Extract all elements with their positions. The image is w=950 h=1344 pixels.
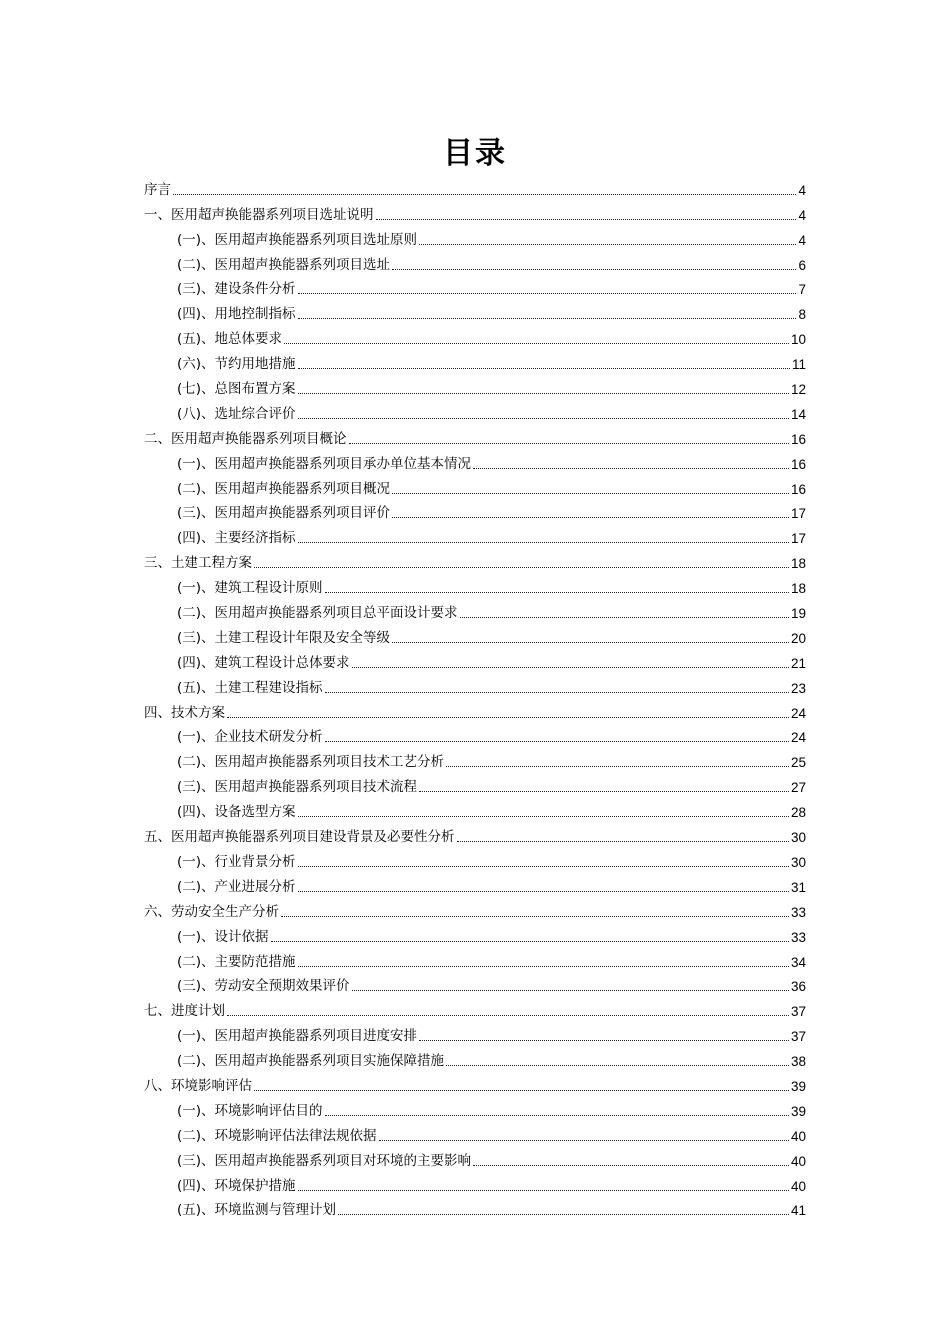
- page-title: 目录: [443, 136, 507, 171]
- toc-dot-leader: [338, 1213, 789, 1215]
- toc-page-number: 18: [790, 581, 806, 597]
- toc-chapter-entry[interactable]: [144, 821, 806, 846]
- toc-dot-leader: [325, 740, 789, 742]
- toc-entry-title: (二)、产业进展分析: [177, 878, 296, 895]
- toc-chapter-entry[interactable]: [144, 547, 806, 572]
- toc-section-entry[interactable]: [144, 323, 806, 348]
- toc-page-number: 41: [790, 1203, 806, 1219]
- toc-dot-leader: [298, 865, 789, 867]
- toc-section-entry[interactable]: [144, 846, 806, 871]
- toc-dot-leader: [352, 989, 789, 991]
- toc-entry-title: (一)、建筑工程设计原则: [177, 580, 323, 597]
- toc-entry-title: (二)、主要防范措施: [177, 953, 296, 970]
- toc-entry-title: (三)、土建工程设计年限及安全等级: [177, 629, 391, 646]
- table-of-contents: [144, 174, 806, 1219]
- toc-dot-leader: [419, 1039, 789, 1041]
- toc-dot-leader: [392, 492, 789, 494]
- toc-section-entry[interactable]: [144, 398, 806, 423]
- toc-section-entry[interactable]: [144, 771, 806, 796]
- toc-page-number: 27: [790, 780, 806, 796]
- toc-entry-title: (二)、医用超声换能器系列项目概况: [177, 480, 391, 497]
- toc-entry-title: (一)、行业背景分析: [177, 853, 296, 870]
- toc-section-entry[interactable]: [144, 597, 806, 622]
- toc-entry-title: 一、医用超声换能器系列项目选址说明: [144, 206, 374, 223]
- toc-entry-title: (二)、环境影响评估法律法规依据: [177, 1127, 377, 1144]
- toc-dot-leader: [298, 292, 797, 294]
- toc-entry-title: (四)、主要经济指标: [177, 530, 296, 547]
- toc-dot-leader: [227, 1014, 789, 1016]
- toc-page-number: 4: [798, 207, 806, 223]
- toc-dot-leader: [473, 467, 789, 469]
- toc-chapter-entry[interactable]: [144, 995, 806, 1020]
- toc-dot-leader: [298, 965, 789, 967]
- toc-entry-title: (四)、用地控制指标: [177, 306, 296, 323]
- toc-entry-title: (五)、土建工程建设指标: [177, 679, 323, 696]
- toc-section-entry[interactable]: [144, 946, 806, 971]
- toc-section-entry[interactable]: [144, 1170, 806, 1195]
- toc-page-number: 25: [790, 755, 806, 771]
- toc-entry-title: (三)、医用超声换能器系列项目对环境的主要影响: [177, 1152, 472, 1169]
- toc-dot-leader: [473, 1164, 789, 1166]
- toc-section-entry[interactable]: [144, 274, 806, 299]
- toc-page-number: 11: [791, 357, 806, 373]
- toc-page-number: 8: [798, 307, 806, 323]
- toc-dot-leader: [446, 765, 789, 767]
- toc-page-number: 28: [790, 805, 806, 821]
- toc-entry-title: 七、进度计划: [144, 1003, 225, 1020]
- toc-dot-leader: [457, 840, 789, 842]
- toc-dot-leader: [298, 890, 789, 892]
- toc-dot-leader: [298, 1189, 789, 1191]
- toc-dot-leader: [298, 367, 790, 369]
- toc-page-number: 10: [790, 332, 806, 348]
- toc-page-number: 14: [790, 406, 806, 422]
- toc-dot-leader: [349, 442, 789, 444]
- toc-page-number: 21: [790, 655, 806, 671]
- toc-page-number: 19: [790, 606, 806, 622]
- toc-chapter-entry[interactable]: [144, 1070, 806, 1095]
- toc-page-number: 17: [790, 531, 806, 547]
- toc-dot-leader: [271, 940, 789, 942]
- toc-chapter-entry[interactable]: [144, 697, 806, 722]
- toc-section-entry[interactable]: [144, 921, 806, 946]
- toc-entry-title: 四、技术方案: [144, 704, 225, 721]
- toc-dot-leader: [254, 566, 789, 568]
- toc-entry-title: 序言: [144, 181, 171, 198]
- toc-section-entry[interactable]: [144, 971, 806, 996]
- toc-dot-leader: [376, 218, 797, 220]
- toc-entry-title: (四)、设备选型方案: [177, 804, 296, 821]
- toc-dot-leader: [392, 641, 789, 643]
- toc-entry-title: (一)、医用超声换能器系列项目选址原则: [177, 231, 418, 248]
- toc-entry-title: (三)、建设条件分析: [177, 281, 296, 298]
- toc-page-number: 6: [798, 257, 806, 273]
- toc-entry-title: (二)、医用超声换能器系列项目技术工艺分析: [177, 754, 445, 771]
- toc-page-number: 39: [790, 1078, 806, 1094]
- toc-page-number: 30: [790, 830, 806, 846]
- toc-entry-title: (三)、医用超声换能器系列项目评价: [177, 505, 391, 522]
- toc-section-entry[interactable]: [144, 871, 806, 896]
- toc-section-entry[interactable]: [144, 1120, 806, 1145]
- toc-page-number: 40: [790, 1128, 806, 1144]
- toc-dot-leader: [419, 243, 796, 245]
- toc-page-number: 37: [790, 1004, 806, 1020]
- toc-page-number: 16: [790, 431, 806, 447]
- toc-dot-leader: [298, 541, 789, 543]
- toc-dot-leader: [352, 666, 789, 668]
- toc-section-entry[interactable]: [144, 249, 806, 274]
- toc-section-entry[interactable]: [144, 473, 806, 498]
- toc-page-number: 16: [790, 481, 806, 497]
- toc-entry-title: (三)、医用超声换能器系列项目技术流程: [177, 779, 418, 796]
- toc-section-entry[interactable]: [144, 522, 806, 547]
- toc-page-number: 18: [790, 556, 806, 572]
- toc-entry-title: 三、土建工程方案: [144, 555, 252, 572]
- toc-dot-leader: [446, 1064, 789, 1066]
- toc-section-entry[interactable]: [144, 796, 806, 821]
- toc-chapter-entry[interactable]: [144, 896, 806, 921]
- toc-entry-title: (一)、医用超声换能器系列项目进度安排: [177, 1028, 418, 1045]
- toc-entry-title: 八、环境影响评估: [144, 1077, 252, 1094]
- toc-section-entry[interactable]: [144, 722, 806, 747]
- toc-entry-title: (一)、设计依据: [177, 928, 269, 945]
- toc-chapter-entry[interactable]: [144, 174, 806, 199]
- toc-page-number: 30: [790, 854, 806, 870]
- toc-entry-title: (三)、劳动安全预期效果评价: [177, 978, 350, 995]
- toc-dot-leader: [379, 1139, 789, 1141]
- toc-section-entry[interactable]: [144, 373, 806, 398]
- toc-dot-leader: [281, 915, 789, 917]
- toc-entry-title: (一)、环境影响评估目的: [177, 1102, 323, 1119]
- toc-dot-leader: [298, 815, 789, 817]
- toc-dot-leader: [173, 193, 796, 195]
- toc-dot-leader: [298, 317, 797, 319]
- toc-dot-leader: [392, 516, 789, 518]
- toc-page-number: 17: [790, 506, 806, 522]
- toc-page-number: 33: [790, 929, 806, 945]
- toc-page-number: 31: [790, 879, 806, 895]
- toc-entry-title: (七)、总图布置方案: [177, 381, 296, 398]
- toc-page-number: 4: [798, 232, 806, 248]
- toc-page-number: 38: [790, 1054, 806, 1070]
- toc-entry-title: (四)、环境保护措施: [177, 1177, 296, 1194]
- toc-section-entry[interactable]: [144, 1095, 806, 1120]
- toc-entry-title: (六)、节约用地措施: [177, 356, 296, 373]
- toc-chapter-entry[interactable]: [144, 423, 806, 448]
- toc-page-number: 4: [798, 182, 806, 198]
- toc-page-number: 40: [790, 1178, 806, 1194]
- toc-section-entry[interactable]: [144, 672, 806, 697]
- toc-entry-title: (五)、环境监测与管理计划: [177, 1202, 337, 1219]
- toc-section-entry[interactable]: [144, 448, 806, 473]
- toc-dot-leader: [325, 1114, 789, 1116]
- toc-page-number: 36: [790, 979, 806, 995]
- toc-chapter-entry[interactable]: [144, 199, 806, 224]
- toc-dot-leader: [392, 268, 796, 270]
- toc-page-number: 39: [790, 1103, 806, 1119]
- toc-section-entry[interactable]: [144, 622, 806, 647]
- toc-section-entry[interactable]: [144, 572, 806, 597]
- toc-entry-title: (八)、选址综合评价: [177, 405, 296, 422]
- toc-dot-leader: [419, 790, 789, 792]
- toc-dot-leader: [298, 417, 789, 419]
- toc-page-number: 24: [790, 705, 806, 721]
- toc-entry-title: 二、医用超声换能器系列项目概论: [144, 430, 347, 447]
- toc-page-number: 12: [790, 382, 806, 398]
- toc-entry-title: (五)、地总体要求: [177, 331, 283, 348]
- toc-entry-title: (四)、建筑工程设计总体要求: [177, 654, 350, 671]
- toc-entry-title: (二)、医用超声换能器系列项目总平面设计要求: [177, 605, 458, 622]
- toc-entry-title: 五、医用超声换能器系列项目建设背景及必要性分析: [144, 829, 455, 846]
- toc-entry-title: 六、劳动安全生产分析: [144, 903, 279, 920]
- toc-dot-leader: [325, 691, 789, 693]
- toc-page-number: 34: [790, 954, 806, 970]
- toc-dot-leader: [325, 591, 789, 593]
- toc-page-number: 24: [790, 730, 806, 746]
- toc-dot-leader: [254, 1089, 789, 1091]
- toc-section-entry[interactable]: [144, 348, 806, 373]
- toc-page-number: 23: [790, 680, 806, 696]
- toc-dot-leader: [227, 716, 789, 718]
- toc-section-entry[interactable]: [144, 1195, 806, 1220]
- toc-section-entry[interactable]: [144, 1020, 806, 1045]
- toc-section-entry[interactable]: [144, 224, 806, 249]
- toc-page-number: 7: [798, 282, 806, 298]
- toc-page-number: 33: [790, 904, 806, 920]
- toc-page-number: 20: [790, 630, 806, 646]
- toc-section-entry[interactable]: [144, 498, 806, 523]
- toc-dot-leader: [460, 616, 789, 618]
- toc-entry-title: (二)、医用超声换能器系列项目选址: [177, 256, 391, 273]
- toc-page-number: 40: [790, 1153, 806, 1169]
- toc-entry-title: (二)、医用超声换能器系列项目实施保障措施: [177, 1053, 445, 1070]
- toc-dot-leader: [284, 342, 789, 344]
- toc-section-entry[interactable]: [144, 746, 806, 771]
- toc-page-number: 16: [790, 456, 806, 472]
- toc-section-entry[interactable]: [144, 298, 806, 323]
- toc-page-number: 37: [790, 1029, 806, 1045]
- toc-entry-title: (一)、医用超声换能器系列项目承办单位基本情况: [177, 455, 472, 472]
- toc-dot-leader: [298, 392, 789, 394]
- toc-section-entry[interactable]: [144, 647, 806, 672]
- toc-entry-title: (一)、企业技术研发分析: [177, 729, 323, 746]
- toc-section-entry[interactable]: [144, 1145, 806, 1170]
- toc-section-entry[interactable]: [144, 1045, 806, 1070]
